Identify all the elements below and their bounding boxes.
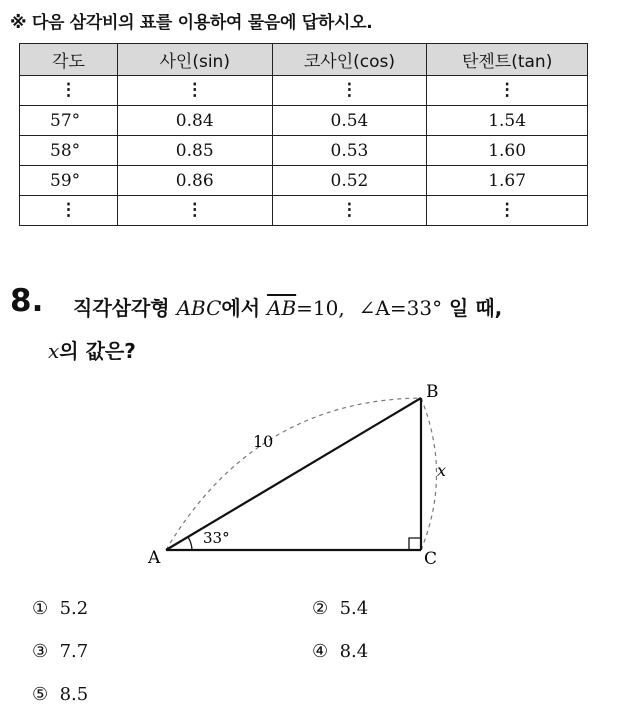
dots-cell: ⋮	[272, 196, 427, 226]
triangle-name: ABC	[176, 296, 222, 320]
trig-table	[19, 43, 588, 226]
table-row	[20, 166, 588, 196]
table-row	[20, 136, 588, 166]
angle-cell: 57°	[20, 106, 118, 136]
choice-3	[32, 641, 88, 662]
right-angle-mark	[409, 538, 421, 550]
angle-cell: 59°	[20, 166, 118, 196]
angle-arc	[188, 537, 192, 550]
tan-cell: 1.60	[427, 136, 588, 166]
segment-ab: $\overline{AB}$	[267, 296, 297, 320]
dots-cell: ⋮	[20, 196, 118, 226]
table-row-dots-top	[20, 76, 588, 106]
table-header-row	[20, 44, 588, 76]
angle-cell: 58°	[20, 136, 118, 166]
choice-number: ②	[312, 598, 329, 619]
label-c: C	[424, 549, 438, 569]
question-intro: 직각삼각형	[73, 296, 177, 320]
cos-cell: 0.53	[272, 136, 427, 166]
choice-4	[312, 641, 368, 662]
angle-expression: ∠A=33°	[358, 296, 443, 320]
header-tan: 탄젠트(tan)	[427, 44, 588, 76]
question-eseo: 에서	[221, 296, 268, 320]
dots-cell: ⋮	[20, 76, 118, 106]
table-row-dots-bottom	[20, 196, 588, 226]
choice-value: 5.4	[339, 598, 369, 619]
label-b: B	[426, 382, 439, 402]
sin-cell: 0.85	[117, 136, 272, 166]
side-arc	[421, 398, 437, 550]
question-number: 8.	[10, 283, 44, 319]
question-ask: 의 값은?	[59, 339, 136, 363]
choice-value: 8.5	[59, 684, 89, 705]
choice-value: 5.2	[59, 598, 89, 619]
choice-value: 8.4	[339, 641, 369, 662]
variable-x: x	[48, 339, 60, 363]
tan-cell: 1.54	[427, 106, 588, 136]
choice-value: 7.7	[59, 641, 89, 662]
tan-cell: 1.67	[427, 166, 588, 196]
hypotenuse-label: 10	[253, 432, 274, 451]
label-a: A	[148, 548, 161, 568]
dots-cell: ⋮	[427, 196, 588, 226]
choice-number: ③	[32, 641, 49, 662]
segment-value: =10,	[296, 296, 345, 320]
question-when: 일 때,	[442, 296, 503, 320]
header-sin: 사인(sin)	[117, 44, 272, 76]
instruction-text: ※ 다음 삼각비의 표를 이용하여 물음에 답하시오.	[10, 13, 373, 33]
header-angle: 각도	[20, 44, 118, 76]
table-row	[20, 106, 588, 136]
choice-number: ⑤	[32, 684, 49, 705]
dots-cell: ⋮	[427, 76, 588, 106]
question-line-2	[48, 335, 136, 364]
dots-cell: ⋮	[117, 76, 272, 106]
header-cos: 코사인(cos)	[272, 44, 427, 76]
triangle-figure	[0, 370, 625, 580]
cos-cell: 0.52	[272, 166, 427, 196]
side-ab	[166, 398, 421, 550]
choice-5	[32, 684, 88, 705]
choice-1	[32, 598, 88, 619]
sin-cell: 0.86	[117, 166, 272, 196]
question-line-1	[73, 292, 502, 321]
choice-number: ①	[32, 598, 49, 619]
choice-2	[312, 598, 368, 619]
cos-cell: 0.54	[272, 106, 427, 136]
sin-cell: 0.84	[117, 106, 272, 136]
choice-number: ④	[312, 641, 329, 662]
angle-label: 33°	[203, 529, 230, 547]
side-label-x: x	[437, 461, 447, 480]
dots-cell: ⋮	[117, 196, 272, 226]
dots-cell: ⋮	[272, 76, 427, 106]
